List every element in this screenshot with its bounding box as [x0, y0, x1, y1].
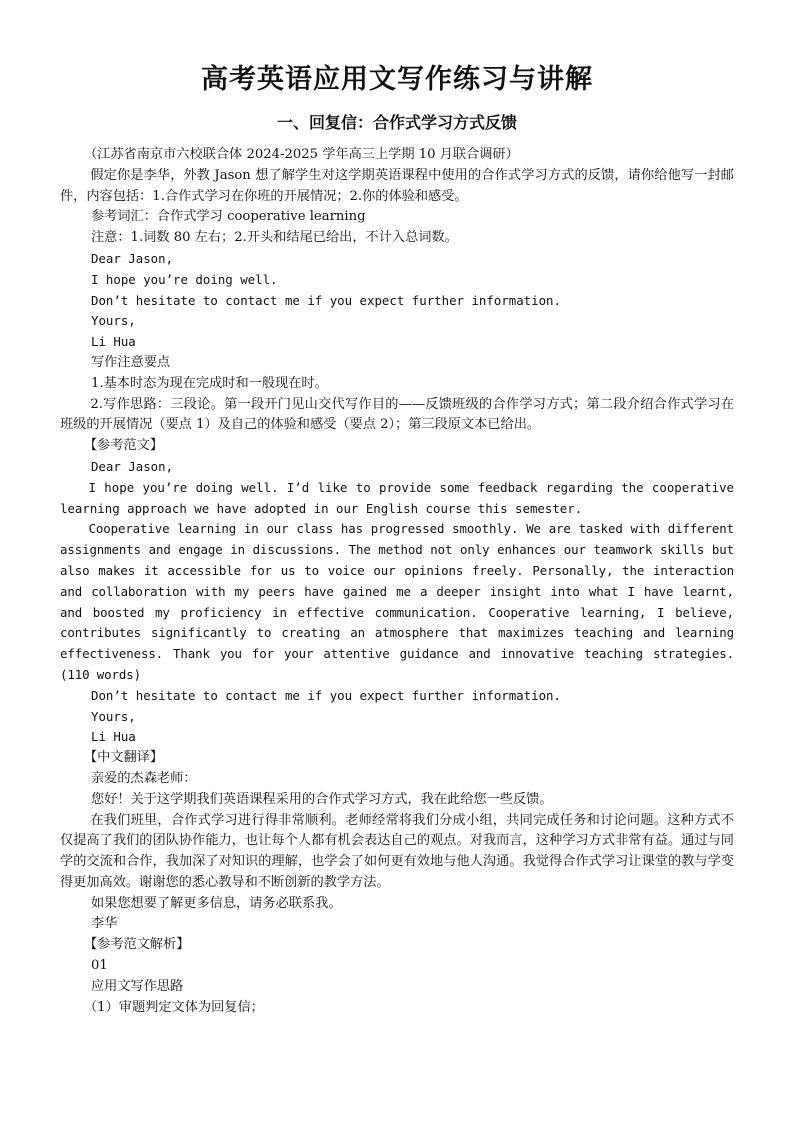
translation-greeting: 亲爱的杰森老师： — [91, 770, 197, 786]
section-title: 一、回复信：合作式学习方式反馈 — [276, 113, 517, 132]
prompt-greeting: Dear Jason, — [91, 250, 174, 266]
sample-greeting: Dear Jason, — [91, 458, 174, 474]
point-2: 2.写作思路：三段论。第一段开门见山交代写作目的——反馈班级的合作学习方式；第二段介绍合作式学习在班级的开展情况（要点 1）及自己的体验和感受（要点 2）；第三段原文本已给出。 — [60, 396, 734, 433]
note-line: 注意：1.词数 80 左右；2.开头和结尾已给出，不计入总词数。 — [91, 230, 458, 246]
analysis-subheading: 应用文写作思路 — [91, 978, 184, 994]
prompt-name: Li Hua — [91, 334, 136, 350]
sample-paragraph-2: Cooperative learning in our class has progressed smoothly. We are tasked with different assignments and engage in discussions. The method not only enhances our teamwork skills but also makes it accessible for us to voice our opinions freely. Personally, the interaction and collaboration with my peers have gained me a deeper insight into what I have learnt, and boosted my proficiency in effective communication. Cooperative learning, I believe, contributes significantly to creating an atmosphere that maximizes teaching and learning effectiveness. Thank you for your attentive guidance and innovative teaching strategies. (110 words) — [60, 521, 734, 682]
prompt-closing: Don’t hesitate to contact me if you expect further information. — [91, 292, 561, 308]
task-paragraph: 假定你是李华，外教 Jason 想了解学生对这学期英语课程中使用的合作式学习方式的反馈，请你给他写一封邮件，内容包括：1.合作式学习在你班的开展情况；2.你的体验和感受。 — [60, 167, 734, 204]
sample-heading: 【参考范文】 — [84, 438, 164, 454]
sample-signoff: Yours, — [91, 708, 136, 724]
prompt-signoff: Yours, — [91, 313, 136, 329]
analysis-item-1: （1）审题判定文体为回复信； — [84, 999, 264, 1015]
document-body — [60, 145, 734, 1018]
translation-paragraph-1: 您好！关于这学期我们英语课程采用的合作式学习方式，我在此给您一些反馈。 — [91, 791, 553, 807]
vocab-line: 参考词汇：合作式学习 cooperative learning — [91, 209, 366, 225]
translation-heading: 【中文翻译】 — [84, 750, 164, 766]
sample-closing: Don’t hesitate to contact me if you expect further information. — [91, 687, 561, 703]
translation-closing: 如果您想要了解更多信息，请务必联系我。 — [91, 895, 342, 911]
analysis-number: 01 — [91, 958, 108, 974]
sample-paragraph-1: I hope you’re doing well. I’d like to provide some feedback regarding the cooperative learning approach we have adopted in our English course this semester. — [60, 479, 734, 516]
translation-name: 李华 — [91, 916, 118, 932]
page-title: 高考英语应用文写作练习与讲解 — [201, 64, 593, 95]
source-line: （江苏省南京市六校联合体 2024-2025 学年高三上学期 10 月联合调研） — [84, 147, 519, 162]
translation-paragraph-2: 在我们班里，合作式学习进行得非常顺利。老师经常将我们分成小组，共同完成任务和讨论问题。这种方式不仅提高了我们的团队协作能力，也让每个人都有机会表达自己的观点。对我而言，这种学习方式非常有益。通过与同学的交流和合作，我加深了对知识的理解，也学会了如何更有效地与他人沟通。我觉得合作式学习让课堂的教与学变得更加高效。谢谢您的悉心教导和不断创新的教学方法。 — [60, 812, 734, 890]
points-heading: 写作注意要点 — [91, 354, 171, 370]
prompt-opening: I hope you’re doing well. — [91, 271, 278, 287]
analysis-heading: 【参考范文解析】 — [84, 937, 190, 953]
sample-name: Li Hua — [91, 729, 136, 745]
point-1: 1.基本时态为现在完成时和一般现在时。 — [91, 375, 328, 391]
